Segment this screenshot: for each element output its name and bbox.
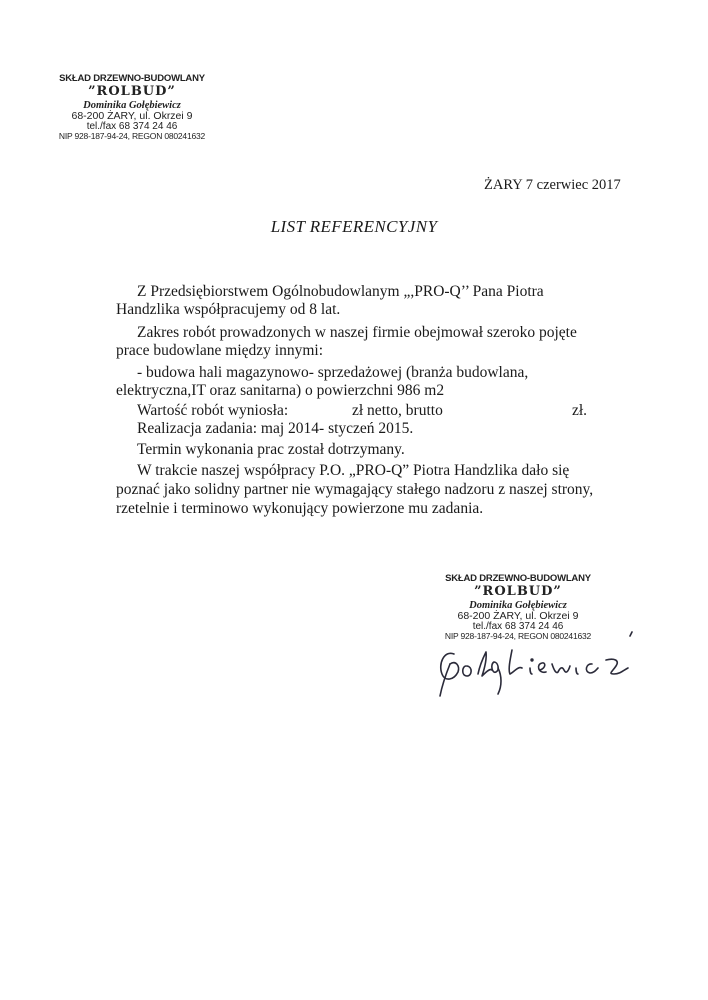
body-line-4: prace budowlane między innymi: bbox=[116, 342, 324, 359]
stamp-tax-ids: NIP 928-187-94-24, REGON 080241632 bbox=[444, 631, 592, 642]
value-netto-label: zł netto, brutto bbox=[352, 402, 443, 419]
body-line-3: Zakres robót prowadzonych w naszej firmie obejmował szeroko pojęte bbox=[137, 324, 577, 341]
body-line-10: W trakcie naszej współpracy P.O. „PRO-Q” Piotra Handzlika dało się bbox=[137, 462, 570, 479]
stamp-phone: tel./fax 68 374 24 46 bbox=[472, 620, 564, 632]
body-line-1: Z Przedsiębiorstwem Ogólnobudowlanym „,PRO-Q’’ Pana Piotra bbox=[137, 283, 544, 300]
stamp-address: 68-200 ŻARY, ul. Okrzei 9 bbox=[71, 109, 193, 122]
body-line-2: Handzlika współpracujemy od 8 lat. bbox=[116, 301, 341, 318]
stamp-company-name: SKŁAD DRZEWNO-BUDOWLANY bbox=[59, 73, 205, 84]
body-line-11: poznać jako solidny partner nie wymagający stałego nadzoru z naszej strony, bbox=[116, 481, 594, 498]
value-brutto-label: zł. bbox=[572, 402, 588, 419]
document-date: ŻARY 7 czerwiec 2017 bbox=[484, 177, 621, 193]
company-stamp-header bbox=[46, 74, 218, 141]
stamp-tax-ids: NIP 928-187-94-24, REGON 080241632 bbox=[58, 131, 206, 142]
handwritten-signature bbox=[436, 630, 666, 700]
value-label: Wartość robót wyniosła: bbox=[137, 402, 289, 419]
stamp-address: 68-200 ŻARY, ul. Okrzei 9 bbox=[457, 609, 579, 622]
stamp-brand-name: ”ROLBUD” bbox=[474, 583, 562, 599]
body-line-12: rzetelnie i terminowo wykonujący powierzone mu zadania. bbox=[116, 500, 484, 517]
document-title: LIST REFERENCYJNY bbox=[270, 217, 438, 236]
body-line-6: elektryczna,IT oraz sanitarna) o powierzchni 986 m2 bbox=[116, 382, 445, 399]
stamp-phone: tel./fax 68 374 24 46 bbox=[86, 120, 178, 132]
body-line-8: Realizacja zadania: maj 2014- styczeń 2015. bbox=[137, 420, 414, 437]
stamp-company-name: SKŁAD DRZEWNO-BUDOWLANY bbox=[445, 573, 591, 584]
stamp-owner-name: Dominika Gołębiewicz bbox=[83, 99, 181, 111]
body-line-9: Termin wykonania prac został dotrzymany. bbox=[137, 441, 405, 458]
body-line-5: - budowa hali magazynowo- sprzedażowej (branża budowlana, bbox=[137, 364, 529, 381]
stamp-brand-name: ”ROLBUD” bbox=[88, 83, 176, 99]
stamp-owner-name: Dominika Gołębiewicz bbox=[469, 599, 567, 611]
